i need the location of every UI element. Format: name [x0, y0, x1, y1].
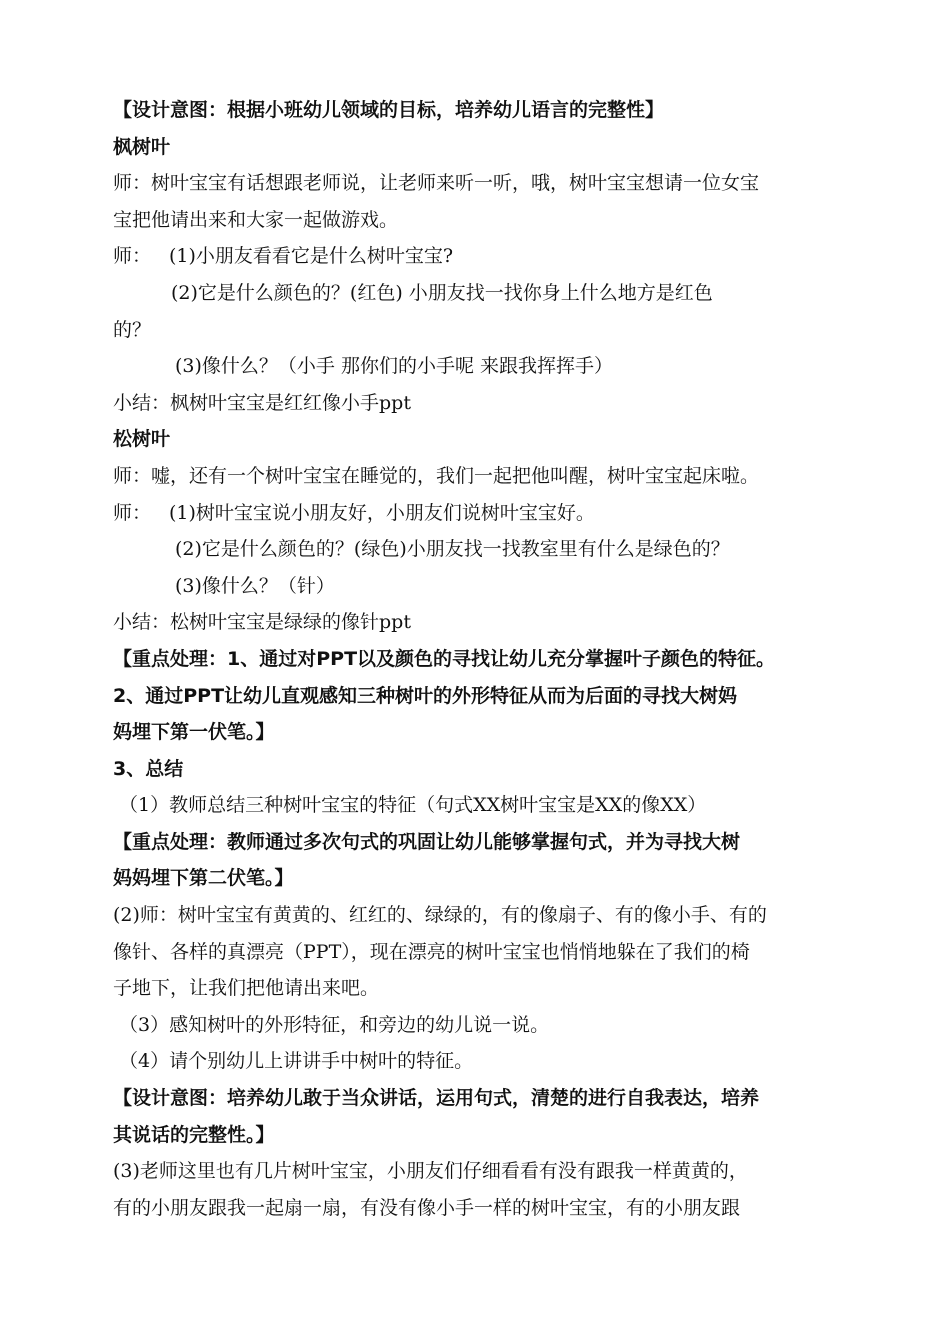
design-intent-line: 其说话的完整性。】	[113, 1123, 275, 1146]
question-line	[113, 495, 850, 532]
key-point-heading: 【重点处理：1、通过对PPT以及颜色的寻找让幼儿充分掌握叶子颜色的特征。	[113, 647, 776, 670]
paragraph-line: 的？	[113, 318, 152, 341]
paragraph-line: (2)师：树叶宝宝有黄黄的、红红的、绿绿的，有的像扇子、有的像小手、有的	[113, 904, 767, 927]
list-item: （4）请个别幼儿上讲讲手中树叶的特征。	[119, 1050, 474, 1073]
paragraph-line: 宝把他请出来和大家一起做游戏。	[113, 208, 399, 231]
summary-line: 小结：松树叶宝宝是绿绿的像针ppt	[113, 611, 411, 634]
design-intent-heading: 【设计意图：根据小班幼儿领域的目标，培养幼儿语言的完整性】	[113, 99, 665, 121]
section-heading-summary: 3、总结	[113, 757, 184, 780]
speaker-label: 师：	[113, 245, 152, 268]
key-point-line: 妈妈埋下第二伏笔。】	[113, 867, 294, 890]
section-heading-pine-leaf: 松树叶	[113, 428, 171, 451]
question-text: (1)树叶宝宝说小朋友好，小朋友们说树叶宝宝好。	[169, 501, 595, 524]
list-item: （1）教师总结三种树叶宝宝的特征（句式XX树叶宝宝是XX的像XX）	[119, 794, 707, 817]
paragraph-line: 子地下，让我们把他请出来吧。	[113, 977, 380, 1000]
question-line: (2)它是什么颜色的？(红色) 小朋友找一找你身上什么地方是红色	[171, 281, 713, 304]
paragraph-line: 师：树叶宝宝有话想跟老师说，让老师来听一听，哦，树叶宝宝想请一位女宝	[113, 172, 760, 195]
paragraph-line: 像针、各样的真漂亮（PPT），现在漂亮的树叶宝宝也悄悄地躲在了我们的椅	[113, 940, 750, 963]
question-line: (2)它是什么颜色的？(绿色)小朋友找一找教室里有什么是绿色的？	[175, 538, 730, 561]
key-point-heading: 【重点处理：教师通过多次句式的巩固让幼儿能够掌握句式，并为寻找大树	[113, 830, 741, 853]
question-line: (3)像什么？（针）	[175, 574, 335, 597]
section-heading-maple-leaf: 枫树叶	[113, 135, 171, 158]
key-point-line: 妈埋下第一伏笔。】	[113, 721, 275, 744]
question-line	[113, 238, 850, 275]
question-text: (1)小朋友看看它是什么树叶宝宝?	[169, 245, 454, 268]
summary-line: 小结：枫树叶宝宝是红红像小手ppt	[113, 391, 411, 414]
paragraph-line: (3)老师这里也有几片树叶宝宝，小朋友们仔细看看有没有跟我一样黄黄的，	[113, 1160, 748, 1183]
key-point-line: 2、通过PPT让幼儿直观感知三种树叶的外形特征从而为后面的寻找大树妈	[113, 684, 738, 707]
list-item: （3）感知树叶的外形特征，和旁边的幼儿说一说。	[119, 1013, 550, 1036]
paragraph-line: 师：嘘，还有一个树叶宝宝在睡觉的，我们一起把他叫醒，树叶宝宝起床啦。	[113, 464, 760, 487]
design-intent-heading: 【设计意图：培养幼儿敢于当众讲话，运用句式，清楚的进行自我表达，培养	[113, 1087, 760, 1110]
question-line: (3)像什么？（小手 那你们的小手呢 来跟我挥挥手）	[175, 355, 613, 378]
paragraph-line: 有的小朋友跟我一起扇一扇，有没有像小手一样的树叶宝宝，有的小朋友跟	[113, 1196, 741, 1219]
speaker-label: 师：	[113, 501, 152, 524]
